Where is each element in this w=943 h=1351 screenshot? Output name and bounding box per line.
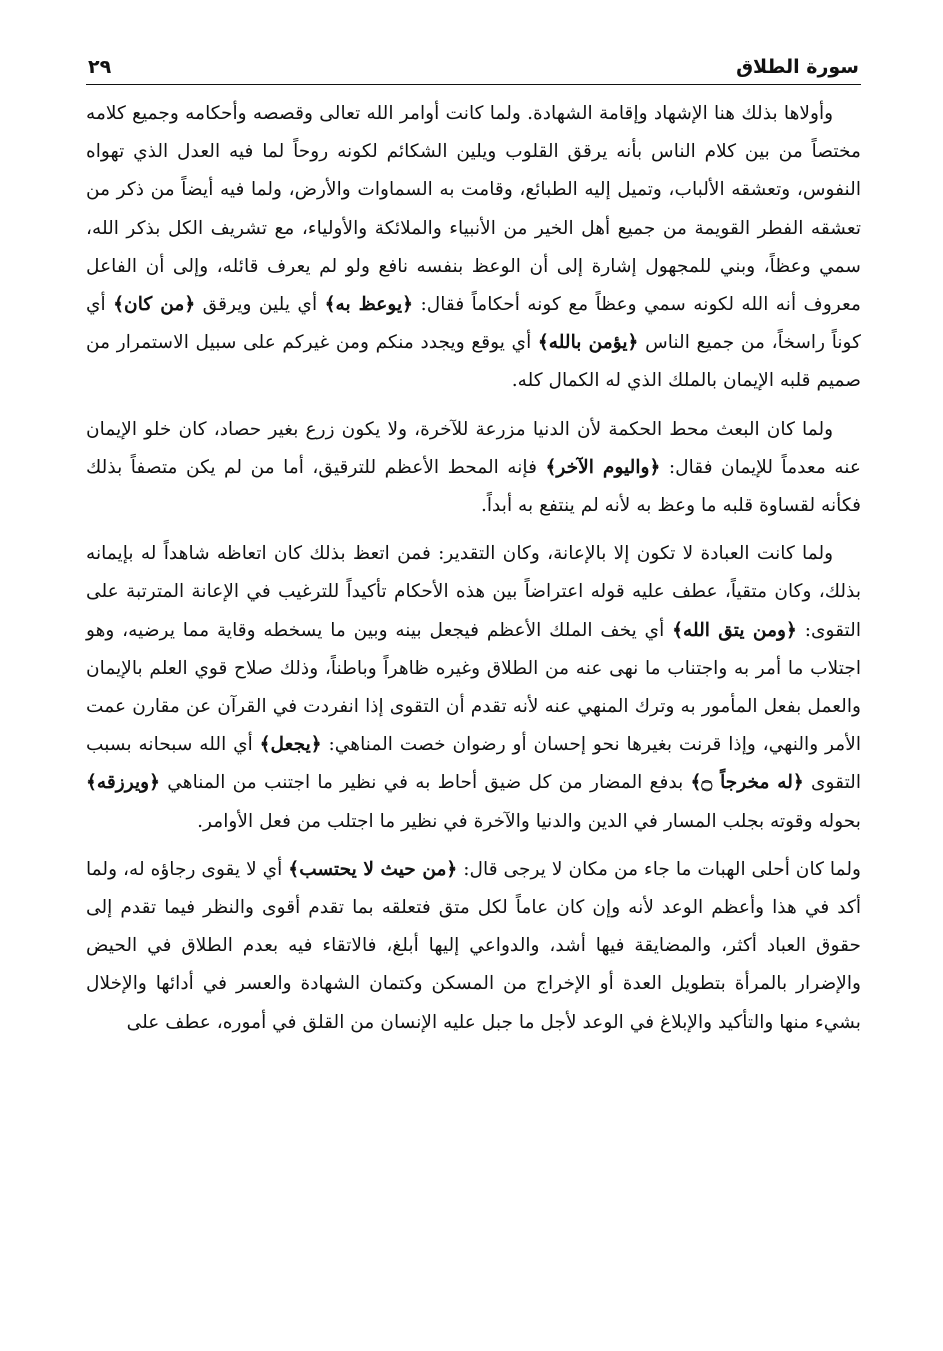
paragraph xyxy=(86,535,861,841)
quran-quote: ﴿يؤمن بالله﴾ xyxy=(537,332,639,354)
text-segment: ولما كان البعث محط الحكمة لأن الدنيا مزرعة للآخرة، ولا يكون زرع بغير حصاد، كان خلو الإيمان عنه معدماً للإيمان فقال: xyxy=(86,418,862,478)
quran-quote: ﴿ومن يتق الله﴾ xyxy=(672,619,797,641)
quran-quote: ﴿واليوم الآخر﴾ xyxy=(545,456,661,478)
text-segment: بحوله وقوته بجلب المسار في الدين والدنيا والآخرة في نظير ما اجتلب من فعل الأوامر. xyxy=(197,810,861,832)
body-text xyxy=(86,95,861,1042)
quran-quote: ﴿ويرزقه﴾ xyxy=(86,772,161,794)
running-header xyxy=(86,42,861,85)
quran-quote: ﴿من حيث لا يحتسب﴾ xyxy=(288,858,458,880)
text-segment: أي يلين ويرقق xyxy=(195,294,325,316)
text-segment: أي لا يقوى رجاؤه له، ولما أكد في هذا وأعظم الوعد لأنه وإن كان عاماً لكل متق فتعلقه بما تقدم أقوى والنظر فيما تقدم إلى حقوق العباد أكثر، والمضايقة فيها أشد، والدواعي إليها أبلغ، فالاتقاء فيه بعدم الطلاق في الحيض والإضرار بالمرأة بتطويل العدة أو الإخراج من المسكن وكتمان الشهادة والعسر في أدائها والإخلال بشيء منها والتأكيد والإبلاغ في الوعد لأجل ما جبل عليه الإنسان من القلق في أموره، عطف على xyxy=(86,858,861,1033)
text-segment: أي يوقع ويجدد منكم ومن غيركم على سبيل الاستمرار من صميم قلبه الإيمان بالملك الذي له الكمال كله. xyxy=(86,332,861,392)
paragraph xyxy=(86,411,861,526)
quran-quote: ﴿له مخرجاً ۝﴾ xyxy=(690,772,804,794)
text-segment: ولما كانت العبادة لا تكون إلا بالإعانة، وكان التقدير: فمن اتعظ بذلك كان اتعاظه شاهداً له بإيمانه بذلك، وكان متقياً، عطف عليه قوله اعتراضاً بين هذه الأحكام تأكيداً للترغيب في الإعانة المترتبة على التقوى: xyxy=(86,543,862,641)
quran-quote: ﴿من كان﴾ xyxy=(113,294,196,316)
text-segment: ولما كان أحلى الهبات ما جاء من مكان لا يرجى قال: xyxy=(457,858,861,880)
text-segment: بدفع المضار من كل ضيق أحاط به في نظير ما اجتنب من المناهي xyxy=(160,772,691,794)
text-segment: أي الله سبحانه بسبب التقوى xyxy=(86,734,862,794)
text-segment: وأولاها بذلك هنا الإشهاد وإقامة الشهادة. ولما كانت أوامر الله تعالى وقصصه وأحكامه وجميع كلامه مختصاً من بين كلام الناس بأنه يرقق القلوب ويلين الشكائم لكونه روحاً لما فيه العدل الذي تهواه النفوس، وتعشقه الألباب، وتميل إليه الطبائع، وقامت به السماوات والأرض، ولما فيه أيضاً من ذكر من تعشقه الفطر القويمة من جميع أهل الخير من الأنبياء والملائكة والأولياء، مع تشريف الكل بذكر الله، سمي وعظاً، وبني للمجهول إشارة إلى أن الوعظ بنفسه نافع ولو لم يعرف قائله، وإلى أن الفاعل معروف أنه الله لكونه سمي وعظاً مع كونه أحكاماً فقال: xyxy=(86,103,861,316)
text-segment: فإنه المحط الأعظم للترقيق، أما من لم يكن متصفاً بذلك فكأنه لقساوة قلبه ما وعظ به لأنه لم ينتفع به أبداً. xyxy=(86,456,861,517)
paragraph xyxy=(86,95,861,401)
text-segment: أي كوناً راسخاً، من جميع الناس xyxy=(86,294,861,354)
text-segment: أي يخف الملك الأعظم فيجعل بينه وبين ما يسخطه وقاية مما يرضيه، وهو اجتلاب ما أمر به واجتناب ما نهى عنه من الطلاق وغيره ظاهراً وباطناً، وذلك صلاح قوي العلم بالإيمان والعمل بفعل المأمور به وترك المنهي عنه لأنه تقدم أن التقوى إذا انفردت في القرآن عن مقارن عمت الأمر والنهي، وإذا قرنت بغيرها نحو إحسان أو رضوان خصت المناهي: xyxy=(86,619,861,756)
surah-title: سورة الطلاق xyxy=(736,56,859,78)
page-number: ٢٩ xyxy=(88,56,112,78)
quran-quote: ﴿يوعظ به﴾ xyxy=(324,294,414,316)
quran-quote: ﴿يجعل﴾ xyxy=(259,734,322,756)
paragraph xyxy=(86,851,861,1042)
